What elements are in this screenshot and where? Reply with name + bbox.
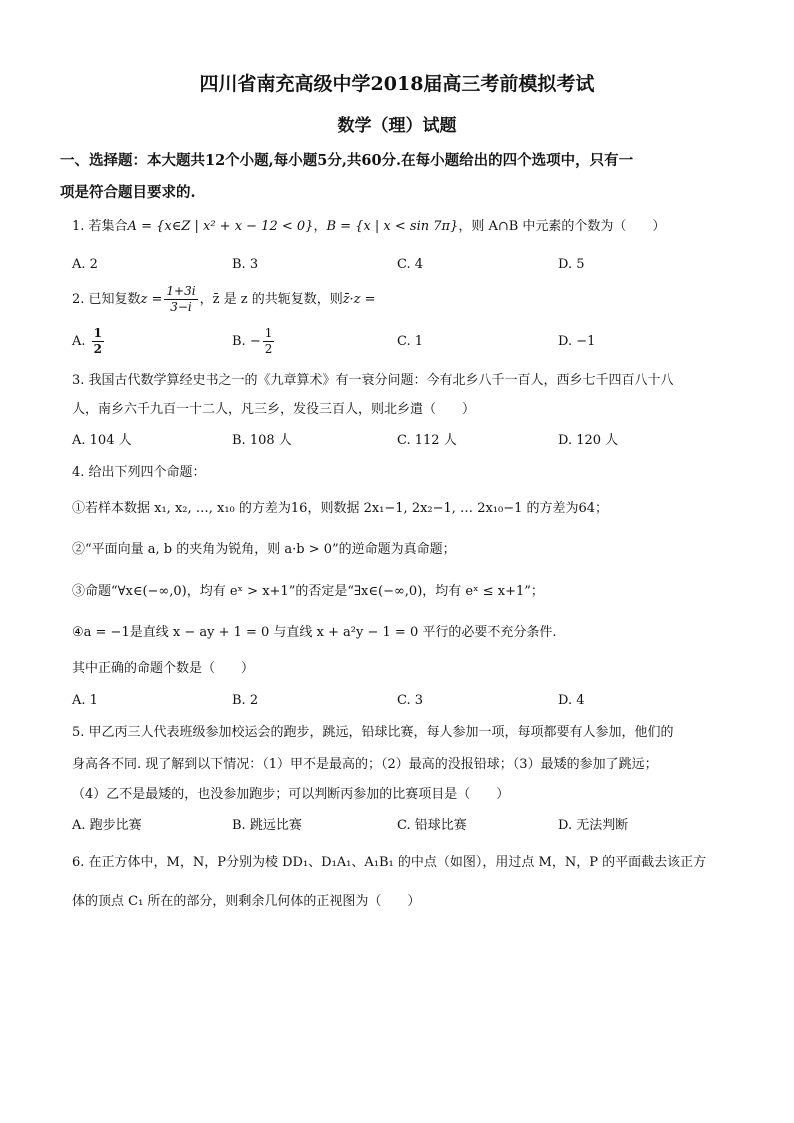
q2-z-eq: z =	[140, 292, 163, 307]
page-subtitle: 数学（理）试题	[337, 116, 457, 136]
q2-option-c: C. 1	[397, 334, 424, 349]
q2-opt-a-num: 1	[93, 326, 103, 340]
page-title: 四川省南充高级中学2018届高三考前模拟考试	[199, 73, 595, 95]
question-5-line3: （4）乙不是最矮的，也没参加跑步；可以判断丙参加的比赛项目是（ ）	[72, 787, 510, 802]
question-4-ask: 其中正确的命题个数是（ ）	[72, 661, 255, 676]
question-3-line1: 3. 我国古代数学算经史书之一的《九章算术》有一衰分问题：今有北乡八千一百人，西乡七千四百八十八	[72, 373, 674, 388]
q3-option-a: A. 104 人	[72, 433, 132, 448]
q2-opt-b-sign: −	[249, 334, 261, 349]
q1-option-b: B. 3	[232, 257, 259, 272]
q2-prefix: 2. 已知复数	[72, 292, 141, 307]
q2-option-a	[72, 326, 106, 358]
q5-option-d: D. 无法判断	[558, 818, 629, 833]
question-6-line1: 6. 在正方体中，M，N，P分别为棱 DD₁、D₁A₁、A₁B₁ 的中点（如图），用过点 M，N，P 的平面截去该正方	[72, 855, 707, 870]
q5-option-c: C. 铅球比赛	[397, 818, 467, 833]
q2-option-b	[232, 326, 276, 358]
question-1-stem	[72, 218, 665, 236]
question-3-line2: 人，南乡六千九百一十二人，凡三乡，发役三百人，则北乡遣（ ）	[72, 402, 476, 417]
question-5-line1: 5. 甲乙丙三人代表班级参加校运会的跑步，跳远，铅球比赛，每人参加一项，每项都要有人参加，他们的	[72, 725, 674, 740]
q5-option-a: A. 跑步比赛	[72, 818, 142, 833]
q3-option-b: B. 108 人	[232, 433, 292, 448]
q5-option-b: B. 跳远比赛	[232, 818, 302, 833]
question-6-line2: 体的顶点 C₁ 所在的部分，则剩余几何体的正视图为（ ）	[72, 894, 421, 909]
q2-option-d: D. −1	[558, 334, 596, 349]
q1-option-a: A. 2	[72, 257, 98, 272]
question-2-stem	[72, 284, 376, 316]
q1-option-c: C. 4	[397, 257, 424, 272]
q2-frac-num: 1+3i	[166, 284, 196, 298]
question-4-proposition-1: ①若样本数据 x₁, x₂, …, x₁₀ 的方差为16，则数据 2x₁−1, 2x₂−1, … 2x₁₀−1 的方差为64；	[72, 501, 609, 516]
q1-set-b: B = {x | x < sin 7π}	[326, 219, 459, 234]
q2-end: z̄·z =	[342, 292, 376, 307]
q1-sep: ，	[313, 219, 327, 234]
question-4-stem: 4. 给出下列四个命题：	[72, 465, 206, 480]
q3-option-c: C. 112 人	[397, 433, 457, 448]
question-4-proposition-3: ③命题“∀x∈(−∞,0)，均有 eˣ > x+1”的否定是“∃x∈(−∞,0)，均有 eˣ ≤ x+1”；	[72, 584, 544, 599]
q2-frac-den: 3−i	[170, 300, 192, 314]
q2-opt-a-den: 2	[93, 342, 103, 356]
section-heading-line2: 项是符合题目要求的.	[60, 184, 196, 201]
question-4-proposition-4: ④a = −1是直线 x − ay + 1 = 0 与直线 x + a²y − 1 = 0 平行的必要不充分条件.	[72, 625, 557, 640]
q2-opt-b-frac	[263, 326, 275, 357]
q2-opt-b-den: 2	[264, 342, 273, 356]
q4-option-a: A. 1	[72, 693, 98, 708]
q4-option-b: B. 2	[232, 693, 259, 708]
q4-option-d: D. 4	[558, 693, 585, 708]
q2-fraction	[164, 284, 197, 315]
q4-option-c: C. 3	[397, 693, 424, 708]
q2-opt-b-label: B.	[232, 334, 246, 349]
q1-option-d: D. 5	[558, 257, 585, 272]
question-5-line2: 身高各不同. 现了解到以下情况：（1）甲不是最高的；（2）最高的没报铅球；（3）最矮的参加了跳远；	[72, 757, 658, 772]
q1-suffix: ，则 A∩B 中元素的个数为（ ）	[458, 219, 666, 234]
q2-opt-a-label: A.	[72, 334, 86, 349]
q3-option-d: D. 120 人	[558, 433, 619, 448]
q1-prefix: 1. 若集合	[72, 219, 128, 234]
q1-set-a: A = {x∈Z | x² + x − 12 < 0}	[127, 219, 314, 234]
q2-opt-b-num: 1	[264, 326, 273, 340]
section-heading-line1: 一、选择题：本大题共12个小题,每小题5分,共60分.在每小题给出的四个选项中，只有一	[60, 152, 634, 169]
question-4-proposition-2: ②“平面向量 a, b 的夹角为锐角，则 a·b > 0”的逆命题为真命题；	[72, 542, 456, 557]
q2-mid: ，z̄ 是 z 的共轭复数，则	[199, 292, 343, 307]
q2-opt-a-frac	[92, 326, 104, 357]
